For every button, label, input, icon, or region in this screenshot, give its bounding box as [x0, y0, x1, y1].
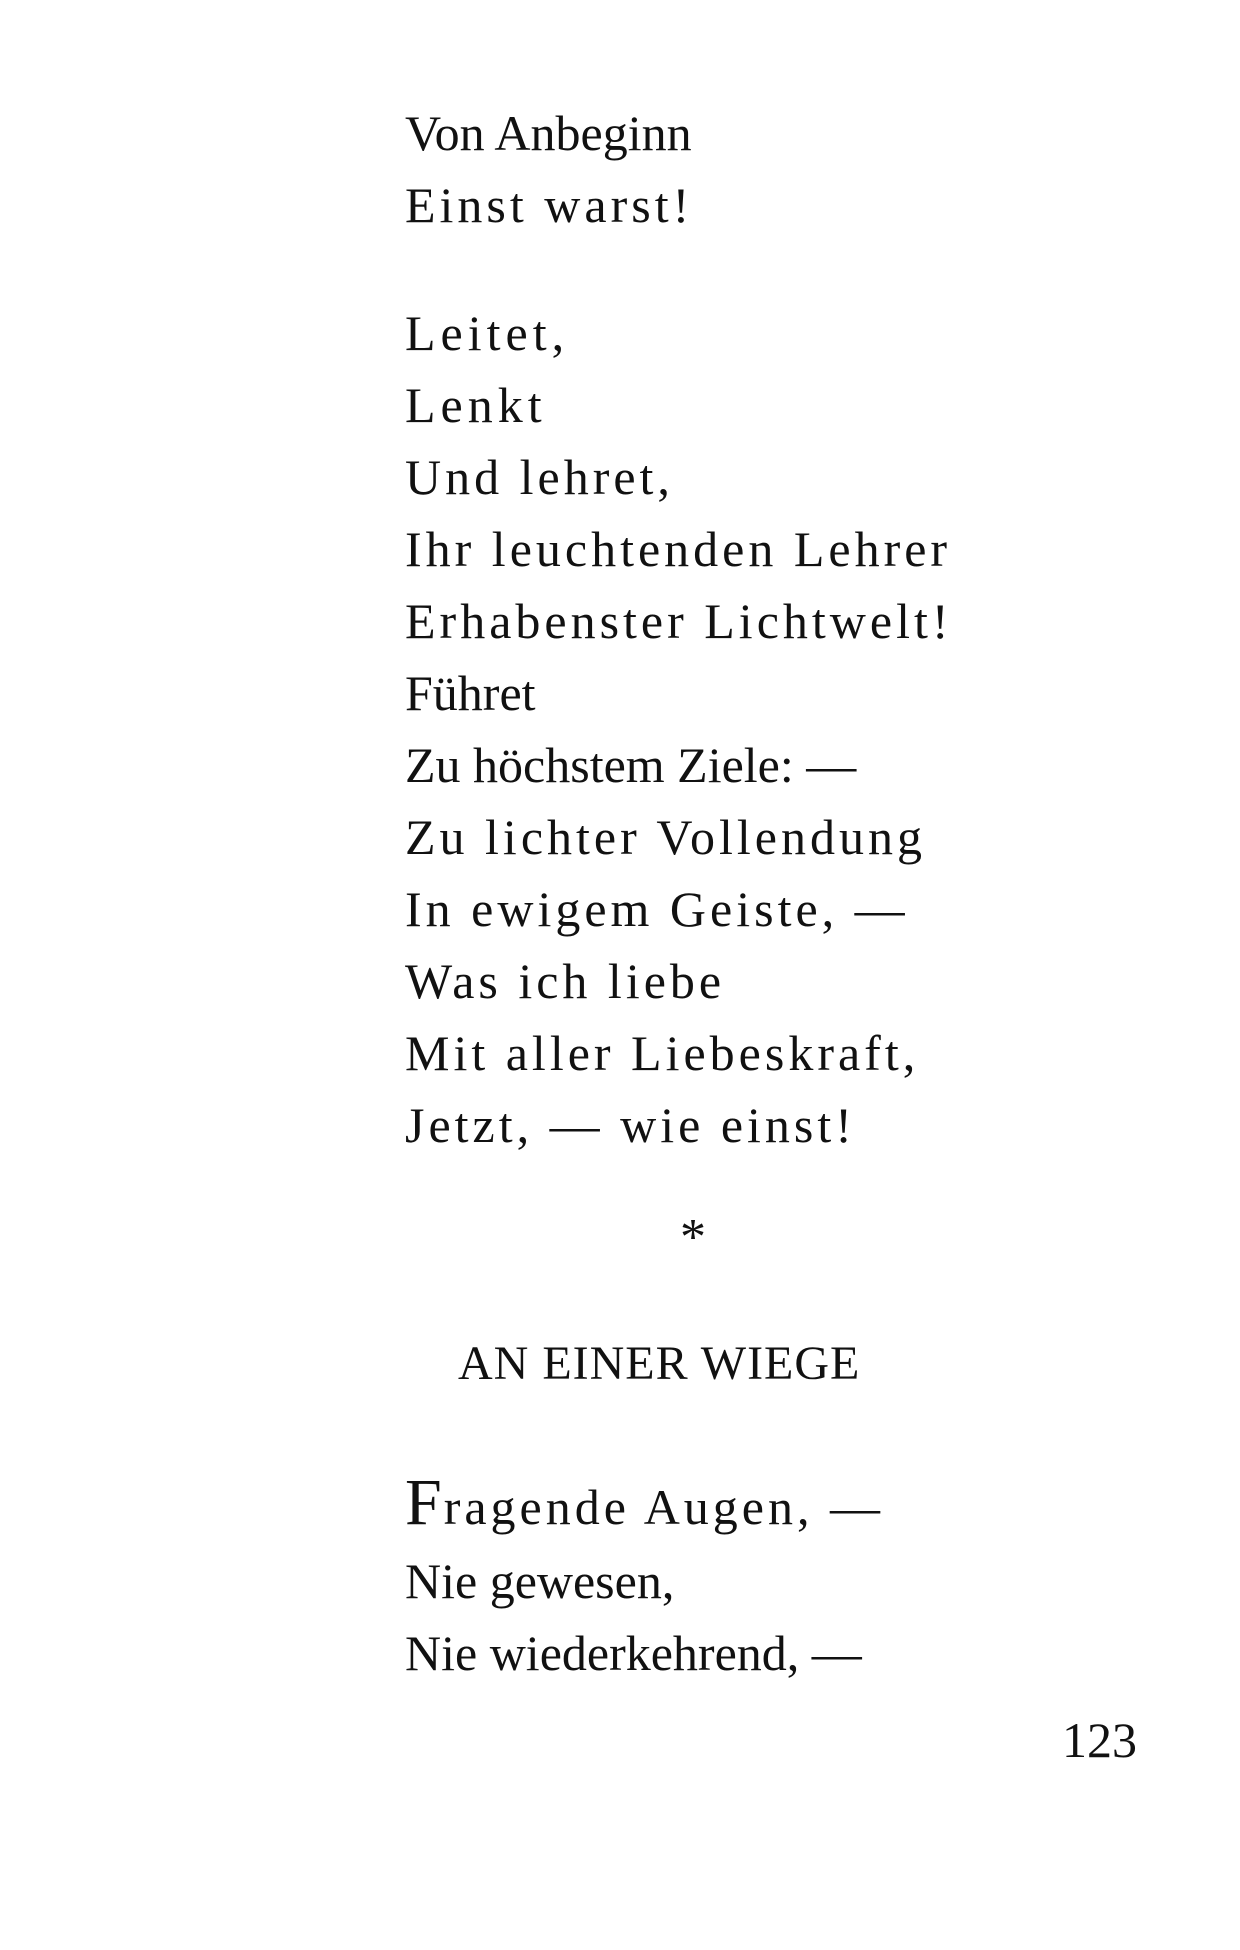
- poem-line: Von Anbeginn: [405, 105, 692, 161]
- drop-cap: F: [405, 1466, 444, 1539]
- poem-line: Jetzt, — wie einst!: [405, 1097, 856, 1153]
- poem-line: Und lehret,: [405, 449, 674, 505]
- first-line-text: ragende Augen, —: [443, 1479, 884, 1535]
- poem-line: Ihr leuchtenden Lehrer: [405, 521, 952, 577]
- page-number: 123: [1062, 1712, 1137, 1768]
- section-separator: *: [680, 1209, 706, 1266]
- poem-first-line: [405, 1466, 884, 1539]
- poem-line: Einst warst!: [405, 177, 694, 233]
- poem-line: In ewigem Geiste, —: [405, 881, 909, 937]
- poem-title: AN EINER WIEGE: [458, 1337, 861, 1390]
- poem-line: Erhabenster Lichtwelt!: [405, 593, 953, 649]
- poem-line: Nie gewesen,: [405, 1553, 675, 1609]
- poem-line: Zu höchstem Ziele: —: [405, 737, 857, 793]
- poem-line: Lenkt: [405, 377, 547, 433]
- poem-line: Leitet,: [405, 305, 570, 361]
- poem-line: Mit aller Liebeskraft,: [405, 1025, 920, 1081]
- poem-line: Was ich liebe: [405, 953, 726, 1009]
- poem-line: Nie wiederkehrend, —: [405, 1625, 862, 1681]
- poem-line: Zu lichter Vollendung: [405, 809, 926, 865]
- poem-line: Führet: [405, 665, 536, 721]
